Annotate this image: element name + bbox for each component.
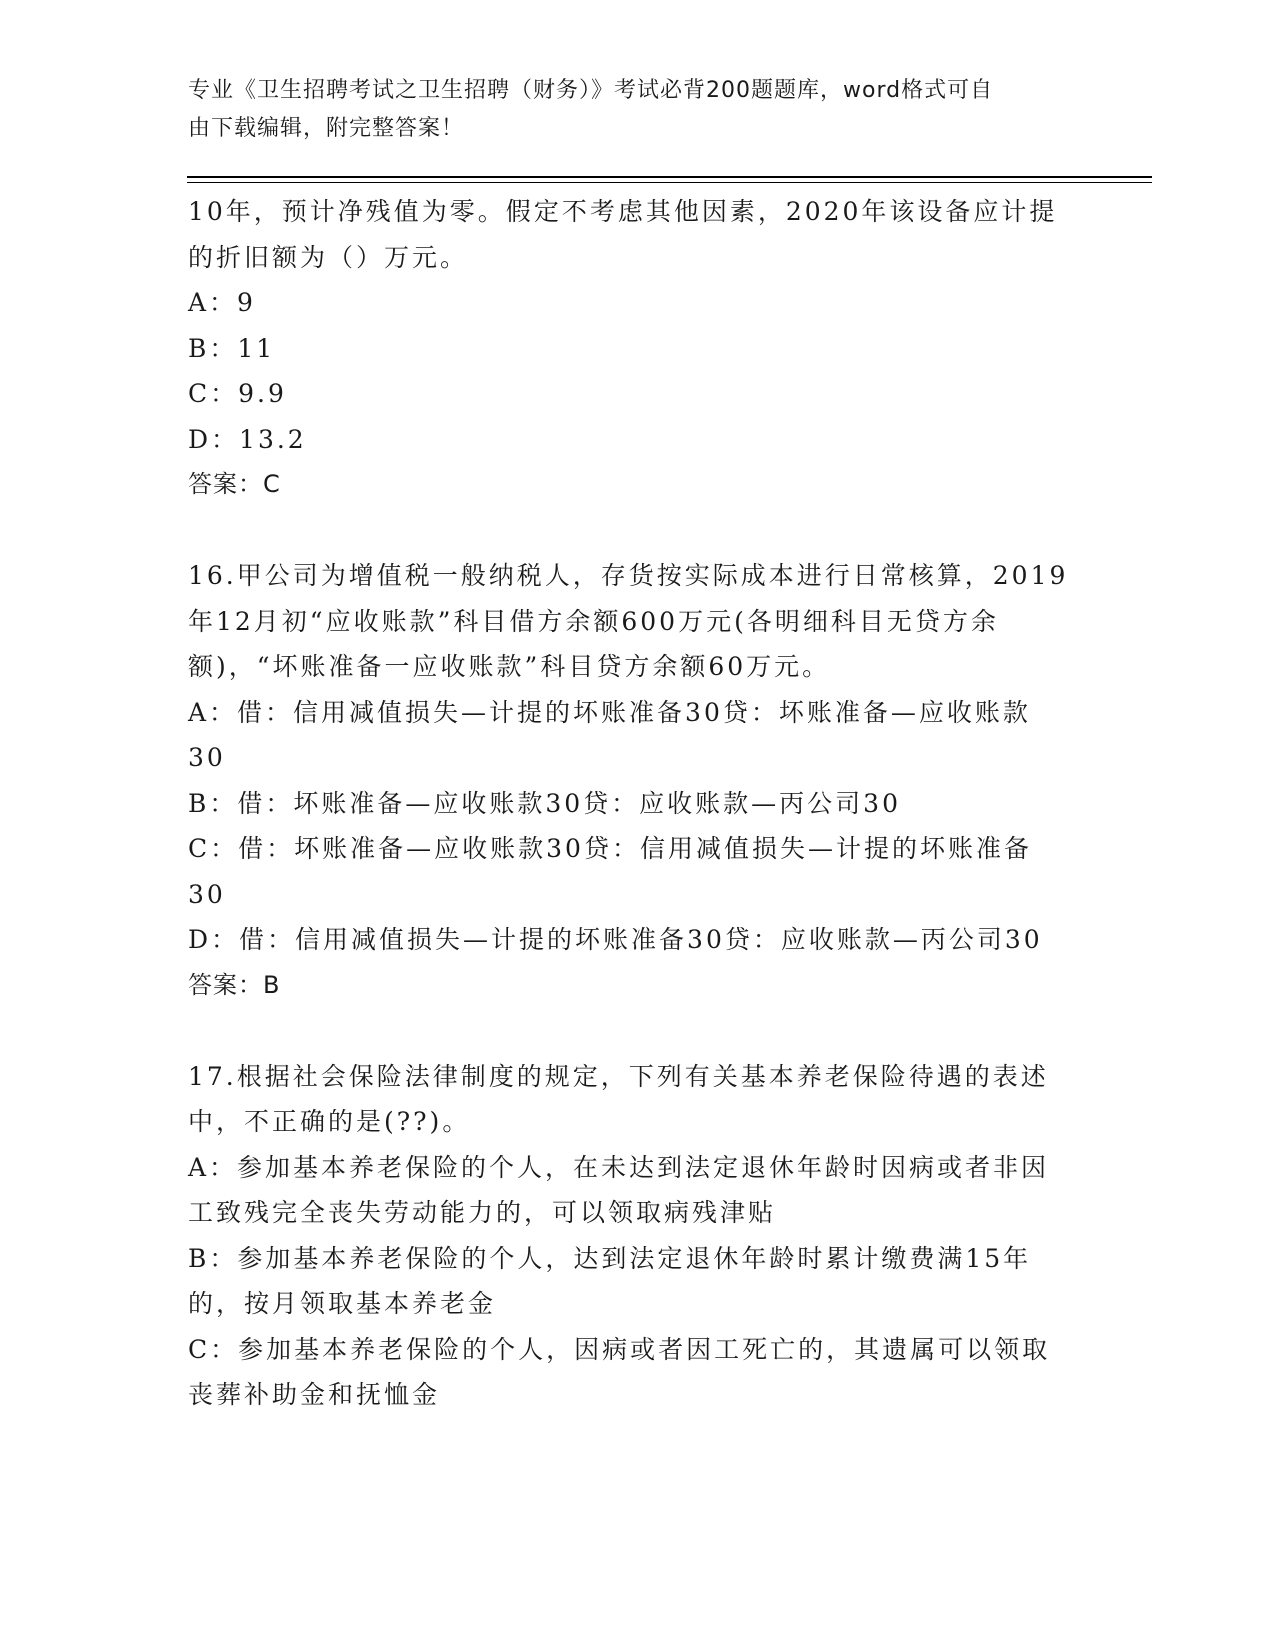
answer-label: 答案：B <box>188 970 281 999</box>
option-d: D：借：信用减值损失—计提的坏账准备30贷：应收账款—丙公司30 <box>188 925 1043 954</box>
answer-label: 答案：C <box>188 470 281 498</box>
option-b: B：11 <box>188 333 276 363</box>
option-b-continued: 的，按月领取基本养老金 <box>188 1289 497 1318</box>
question-stem-line: 额)，“坏账准备一应收账款”科目贷方余额60万元。 <box>188 652 831 681</box>
option-c-continued: 30 <box>188 879 226 909</box>
option-c-continued: 丧葬补助金和抚恤金 <box>188 1380 441 1409</box>
option-a: A：9 <box>188 288 256 317</box>
option-c: C：借：坏账准备—应收账款30贷：信用减值损失—计提的坏账准备 <box>188 834 1032 863</box>
option-c: C：参加基本养老保险的个人，因病或者因工死亡的，其遗属可以领取 <box>188 1334 1051 1364</box>
header-divider-thin <box>187 182 1152 183</box>
option-a-continued: 30 <box>188 743 226 772</box>
question-16 <box>188 553 1088 1008</box>
document-body <box>188 189 1088 1418</box>
question-stem-line: 的折旧额为（）万元。 <box>188 242 469 272</box>
option-a-continued: 工致残完全丧失劳动能力的，可以领取病残津贴 <box>188 1198 777 1227</box>
option-a: A：参加基本养老保险的个人，在未达到法定退休年龄时因病或者非因 <box>188 1152 1050 1182</box>
option-d: D：13.2 <box>188 424 307 454</box>
header-title-line-2: 由下载编辑，附完整答案！ <box>188 116 465 141</box>
question-spacer <box>188 1008 1088 1054</box>
option-b: B：参加基本养老保险的个人，达到法定退休年龄时累计缴费满15年 <box>188 1243 1032 1273</box>
header-divider-thick <box>187 176 1152 178</box>
question-stem-line: 年12月初“应收账款”科目借方余额600万元(各明细科目无贷方余 <box>188 606 999 636</box>
question-15-continued <box>188 189 1088 508</box>
header-title-line-1: 专业《卫生招聘考试之卫生招聘（财务）》考试必背200题题库，word格式可自 <box>188 78 994 103</box>
document-header <box>188 72 1068 148</box>
question-stem-line: 16.甲公司为增值税一般纳税人，存货按实际成本进行日常核算，2019 <box>188 561 1069 590</box>
question-stem-line: 17.根据社会保险法律制度的规定，下列有关基本养老保险待遇的表述 <box>188 1061 1049 1091</box>
question-spacer <box>188 508 1088 554</box>
question-stem-line: 10年，预计净残值为零。假定不考虑其他因素，2020年该设备应计提 <box>188 197 1058 226</box>
option-b: B：借：坏账准备—应收账款30贷：应收账款—丙公司30 <box>188 788 901 818</box>
question-17 <box>188 1054 1088 1418</box>
question-stem-line: 中，不正确的是(??)。 <box>188 1107 471 1136</box>
option-a: A：借：信用减值损失—计提的坏账准备30贷：坏账准备—应收账款 <box>188 697 1031 727</box>
option-c: C：9.9 <box>188 379 287 408</box>
